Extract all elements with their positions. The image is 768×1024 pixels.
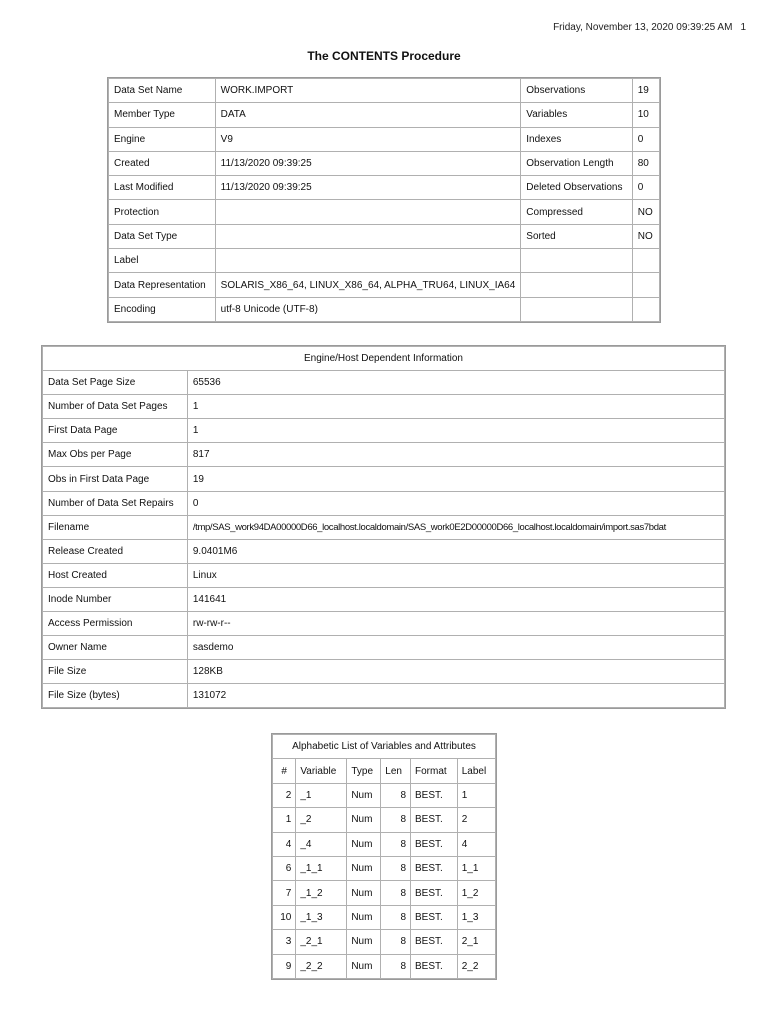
table-row: [109, 200, 660, 224]
attribute-label-2: [521, 297, 632, 321]
attribute-value: DATA: [215, 103, 521, 127]
engine-info-value: 1: [187, 419, 724, 443]
variable-name: _4: [296, 832, 347, 856]
engine-info-value: rw-rw-r--: [187, 612, 724, 636]
attribute-value-2: NO: [632, 200, 659, 224]
variable-name: _2_2: [296, 954, 347, 978]
table-row: [43, 612, 725, 636]
engine-info-label: Data Set Page Size: [43, 371, 188, 395]
engine-info-value: 817: [187, 443, 724, 467]
table-row: [43, 563, 725, 587]
variable-format: BEST.: [411, 783, 458, 807]
table-row: [43, 660, 725, 684]
attribute-label: Created: [109, 151, 216, 175]
variable-format: BEST.: [411, 856, 458, 880]
column-header: Type: [347, 759, 381, 783]
variable-type: Num: [347, 954, 381, 978]
variable-length: 8: [381, 905, 411, 929]
attribute-label-2: Variables: [521, 103, 632, 127]
table-row: [109, 224, 660, 248]
variable-length: 8: [381, 783, 411, 807]
attribute-label-2: Observations: [521, 79, 632, 103]
procedure-title: The CONTENTS Procedure: [307, 49, 461, 63]
table-row: [43, 684, 725, 708]
table-row: [109, 297, 660, 321]
dataset-attributes-table: [108, 78, 660, 322]
variable-type: Num: [347, 783, 381, 807]
attribute-value: [215, 224, 521, 248]
variable-format: BEST.: [411, 881, 458, 905]
engine-table-title: Engine/Host Dependent Information: [43, 347, 725, 371]
variable-length: 8: [381, 954, 411, 978]
engine-info-label: File Size: [43, 660, 188, 684]
engine-info-value: 9.0401M6: [187, 539, 724, 563]
table-row: [109, 176, 660, 200]
attribute-label-2: Observation Length: [521, 151, 632, 175]
table-row: [273, 905, 496, 929]
engine-info-value: 65536: [187, 371, 724, 395]
table-row: [43, 371, 725, 395]
attribute-value-2: 19: [632, 79, 659, 103]
variable-number: 7: [273, 881, 296, 905]
variable-name: _2_1: [296, 930, 347, 954]
attribute-label: Last Modified: [109, 176, 216, 200]
attribute-value-2: NO: [632, 224, 659, 248]
engine-info-value: /tmp/SAS_work94DA00000D66_localhost.localdomain/SAS_work0E2D00000D66_localhost.localdomain/import.sas7bdat: [187, 515, 724, 539]
table-row: [43, 395, 725, 419]
variable-label: 1_3: [457, 905, 495, 929]
variable-name: _1_3: [296, 905, 347, 929]
variable-type: Num: [347, 808, 381, 832]
engine-info-label: Filename: [43, 515, 188, 539]
variable-label: 2_2: [457, 954, 495, 978]
engine-info-value: Linux: [187, 563, 724, 587]
engine-info-value: 19: [187, 467, 724, 491]
attribute-label: Engine: [109, 127, 216, 151]
variable-number: 4: [273, 832, 296, 856]
table-row: [273, 808, 496, 832]
table-row: [273, 783, 496, 807]
attribute-label: Encoding: [109, 297, 216, 321]
variable-number: 2: [273, 783, 296, 807]
attribute-label: Protection: [109, 200, 216, 224]
attribute-value: 11/13/2020 09:39:25: [215, 151, 521, 175]
table-row: [43, 587, 725, 611]
table-row: [109, 273, 660, 297]
attribute-value-2: 10: [632, 103, 659, 127]
variable-type: Num: [347, 881, 381, 905]
variable-length: 8: [381, 832, 411, 856]
variables-table-title: Alphabetic List of Variables and Attributes: [273, 735, 496, 759]
attribute-value: 11/13/2020 09:39:25: [215, 176, 521, 200]
variable-number: 9: [273, 954, 296, 978]
engine-info-value: 128KB: [187, 660, 724, 684]
variable-name: _1: [296, 783, 347, 807]
table-row: [43, 539, 725, 563]
column-header-row: [273, 759, 496, 783]
engine-info-value: 0: [187, 491, 724, 515]
attribute-value: SOLARIS_X86_64, LINUX_X86_64, ALPHA_TRU64, LINUX_IA64: [215, 273, 521, 297]
engine-info-value: sasdemo: [187, 636, 724, 660]
variable-format: BEST.: [411, 832, 458, 856]
attribute-value: [215, 249, 521, 273]
column-header: Variable: [296, 759, 347, 783]
variable-label: 1_2: [457, 881, 495, 905]
attribute-value: WORK.IMPORT: [215, 79, 521, 103]
variable-name: _2: [296, 808, 347, 832]
attribute-value: utf-8 Unicode (UTF-8): [215, 297, 521, 321]
variable-length: 8: [381, 808, 411, 832]
report-datetime: Friday, November 13, 2020 09:39:25 AM: [553, 22, 733, 33]
variable-type: Num: [347, 930, 381, 954]
engine-info-value: 141641: [187, 587, 724, 611]
engine-info-label: Owner Name: [43, 636, 188, 660]
variable-number: 6: [273, 856, 296, 880]
table-row: [273, 930, 496, 954]
attribute-label-2: Deleted Observations: [521, 176, 632, 200]
attribute-label: Data Representation: [109, 273, 216, 297]
variable-label: 2_1: [457, 930, 495, 954]
variable-length: 8: [381, 881, 411, 905]
attribute-value-2: 80: [632, 151, 659, 175]
page-header: [553, 22, 746, 33]
attribute-value: V9: [215, 127, 521, 151]
table-title-row: [43, 347, 725, 371]
variable-label: 1_1: [457, 856, 495, 880]
table-row: [43, 467, 725, 491]
table-row: [273, 881, 496, 905]
attribute-value: [215, 200, 521, 224]
engine-host-info-table: [42, 346, 725, 708]
table-row: [109, 249, 660, 273]
column-header: Label: [457, 759, 495, 783]
attribute-label-2: Sorted: [521, 224, 632, 248]
variable-format: BEST.: [411, 954, 458, 978]
attribute-value-2: [632, 249, 659, 273]
engine-info-label: Inode Number: [43, 587, 188, 611]
engine-info-label: Host Created: [43, 563, 188, 587]
column-header: #: [273, 759, 296, 783]
table-row: [43, 515, 725, 539]
variable-label: 1: [457, 783, 495, 807]
variable-number: 3: [273, 930, 296, 954]
engine-info-value: 1: [187, 395, 724, 419]
variable-name: _1_1: [296, 856, 347, 880]
table-row: [43, 443, 725, 467]
table-row: [43, 419, 725, 443]
variable-name: _1_2: [296, 881, 347, 905]
variable-type: Num: [347, 856, 381, 880]
attribute-label: Member Type: [109, 103, 216, 127]
attribute-value-2: 0: [632, 127, 659, 151]
attribute-label: Label: [109, 249, 216, 273]
engine-info-label: Number of Data Set Pages: [43, 395, 188, 419]
engine-info-label: Max Obs per Page: [43, 443, 188, 467]
engine-info-label: Release Created: [43, 539, 188, 563]
engine-info-label: Number of Data Set Repairs: [43, 491, 188, 515]
attribute-label-2: [521, 273, 632, 297]
engine-info-label: First Data Page: [43, 419, 188, 443]
table-row: [109, 103, 660, 127]
variable-type: Num: [347, 905, 381, 929]
attribute-label-2: Indexes: [521, 127, 632, 151]
variable-format: BEST.: [411, 808, 458, 832]
attribute-label-2: [521, 249, 632, 273]
table-row: [273, 856, 496, 880]
page-number: 1: [740, 22, 746, 33]
variable-length: 8: [381, 930, 411, 954]
attribute-value-2: 0: [632, 176, 659, 200]
table-row: [273, 832, 496, 856]
table-row: [109, 127, 660, 151]
table-row: [109, 151, 660, 175]
attribute-value-2: [632, 273, 659, 297]
attribute-value-2: [632, 297, 659, 321]
variable-length: 8: [381, 856, 411, 880]
variable-format: BEST.: [411, 930, 458, 954]
variable-label: 2: [457, 808, 495, 832]
variable-type: Num: [347, 832, 381, 856]
column-header: Format: [411, 759, 458, 783]
table-row: [43, 636, 725, 660]
variable-number: 10: [273, 905, 296, 929]
engine-info-value: 131072: [187, 684, 724, 708]
table-row: [43, 491, 725, 515]
engine-info-label: Obs in First Data Page: [43, 467, 188, 491]
attribute-label: Data Set Type: [109, 224, 216, 248]
attribute-label: Data Set Name: [109, 79, 216, 103]
variable-label: 4: [457, 832, 495, 856]
attribute-label-2: Compressed: [521, 200, 632, 224]
column-header: Len: [381, 759, 411, 783]
engine-info-label: File Size (bytes): [43, 684, 188, 708]
table-title-row: [273, 735, 496, 759]
table-row: [109, 79, 660, 103]
table-row: [273, 954, 496, 978]
variable-number: 1: [273, 808, 296, 832]
variables-attributes-table: [272, 734, 496, 979]
engine-info-label: Access Permission: [43, 612, 188, 636]
variable-format: BEST.: [411, 905, 458, 929]
